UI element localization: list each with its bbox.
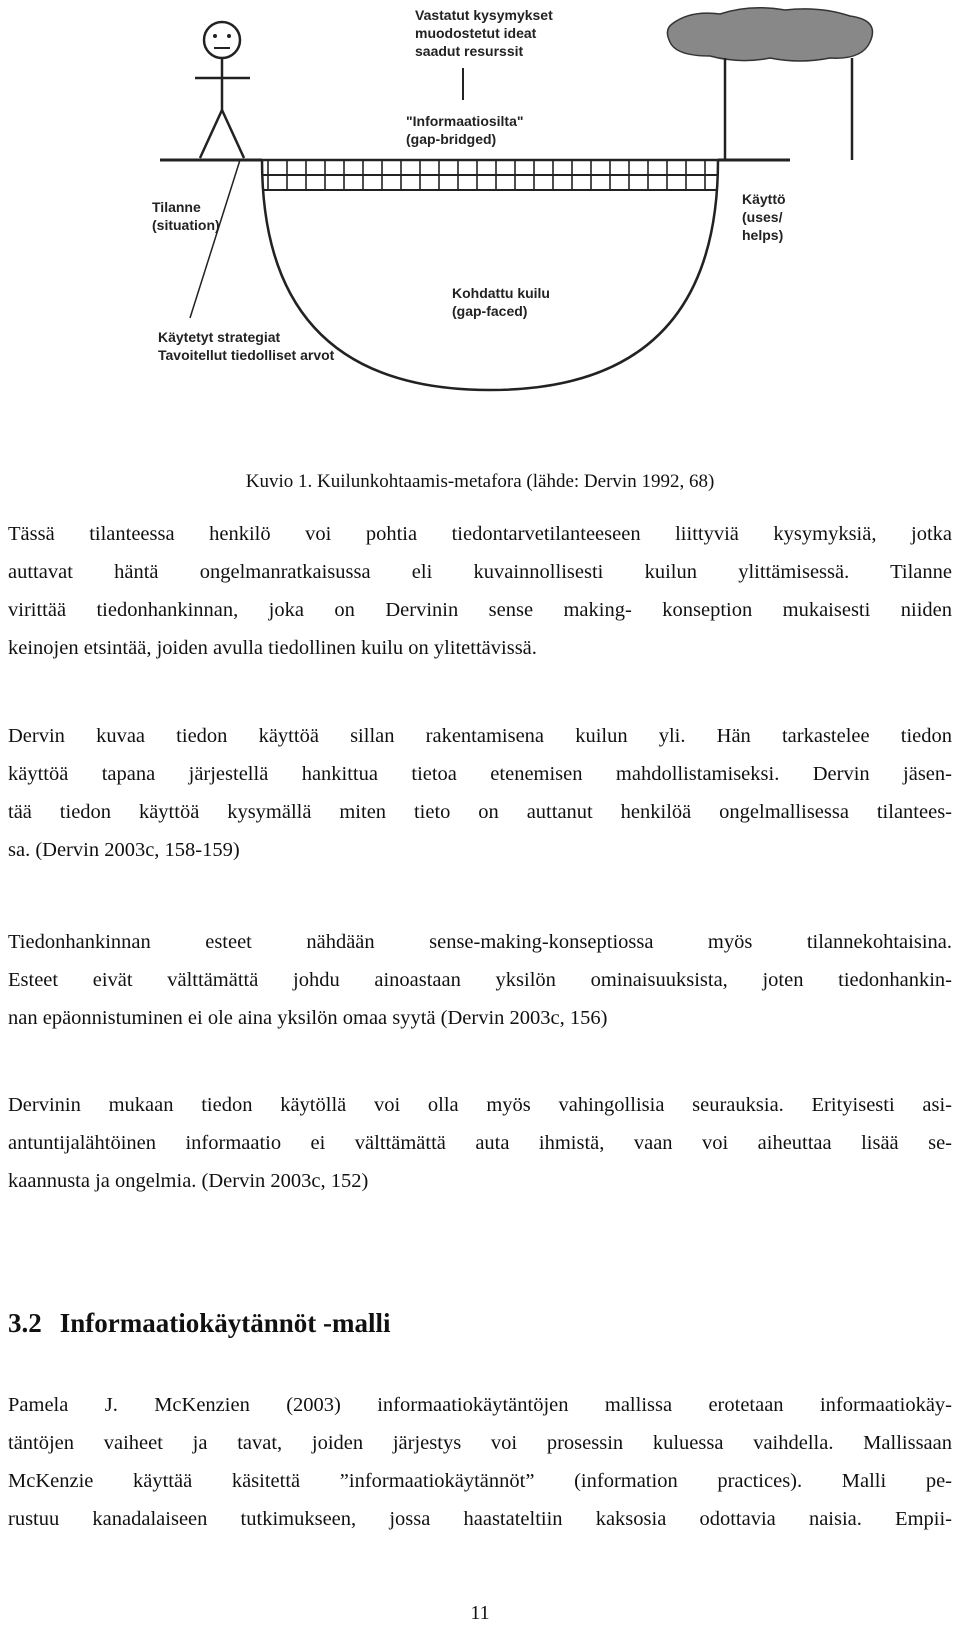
text-line: auttavat häntä ongelmanratkaisussa eli kuvainnollisesti kuilun ylittämisessä. Tilanne <box>8 561 952 583</box>
text-line: virittää tiedonhankinnan, joka on Dervinin sense making- konseption mukaisesti niiden <box>8 599 952 621</box>
label-strategies-1: Käytetyt strategiat <box>158 329 281 345</box>
text-line: kaannusta ja ongelmia. (Dervin 2003c, 152) <box>8 1170 369 1192</box>
label-bridge-1: "Informaatiosilta" <box>406 113 524 129</box>
section-heading <box>8 1308 391 1339</box>
text-line: keinojen etsintää, joiden avulla tiedollinen kuilu on ylitettävissä. <box>8 637 537 659</box>
figure-caption: Kuvio 1. Kuilunkohtaamis-metafora (lähde: Dervin 1992, 68) <box>245 471 715 492</box>
text-line: Tiedonhankinnan esteet nähdään sense-making-konseptiossa myös tilannekohtaisina. <box>8 931 952 953</box>
text-line: Dervinin mukaan tiedon käytöllä voi olla myös vahingollisia seurauksia. Erityisesti asi- <box>8 1094 952 1116</box>
text-line: Tässä tilanteessa henkilö voi pohtia tiedontarvetilanteeseen liittyviä kysymyksiä, jotka <box>8 523 952 545</box>
paragraph-5 <box>8 1386 952 1538</box>
text-line: käyttöä tapana järjestellä hankittua tietoa etenemisen mahdollistamiseksi. Dervin jäsen- <box>8 763 952 785</box>
label-bridge-2: (gap-bridged) <box>406 131 497 147</box>
information-bridge <box>262 160 718 190</box>
text-line: antuntijalähtöinen informaatio ei välttämättä auta ihmistä, vaan voi aiheuttaa lisää se- <box>8 1132 952 1154</box>
text-line: Esteet eivät välttämättä johdu ainoastaan yksilön ominaisuuksista, joten tiedonhankin- <box>8 969 952 991</box>
label-use-3: helps) <box>742 227 784 243</box>
thought-cloud-icon <box>667 8 872 61</box>
text-line: nan epäonnistuminen ei ole aina yksilön omaa syytä (Dervin 2003c, 156) <box>8 1007 608 1029</box>
strategies-pointer-line <box>190 160 240 318</box>
text-line: Pamela J. McKenzien (2003) informaatiokäytäntöjen mallissa erotetaan informaatiokäy- <box>8 1394 952 1416</box>
section-title: Informaatiokäytännöt -malli <box>59 1308 391 1338</box>
label-strategies-2: Tavoitellut tiedolliset arvot <box>158 347 335 363</box>
label-use-2: (uses/ <box>742 209 783 225</box>
text-line: McKenzie käyttää käsitettä ”informaatiokäytännöt” (information practices). Malli pe- <box>8 1470 952 1492</box>
label-use-1: Käyttö <box>742 191 786 207</box>
label-answered-1: Vastatut kysymykset <box>415 7 553 23</box>
label-gap-1: Kohdattu kuilu <box>452 285 550 301</box>
label-situation-1: Tilanne <box>152 199 201 215</box>
label-answered-3: saadut resurssit <box>415 43 524 59</box>
page-number: 11 <box>470 1602 490 1624</box>
label-gap-2: (gap-faced) <box>452 303 528 319</box>
section-number: 3.2 <box>8 1308 42 1338</box>
gap-bridge-diagram <box>0 0 960 400</box>
label-situation-2: (situation) <box>152 217 220 233</box>
person-stick-figure <box>195 22 250 158</box>
text-line: sa. (Dervin 2003c, 158-159) <box>8 839 240 861</box>
paragraph-4 <box>8 1086 952 1200</box>
paragraph-1 <box>8 515 952 667</box>
paragraph-3 <box>8 923 952 1037</box>
figure-gap-bridging-metaphor <box>0 0 960 400</box>
paragraph-2 <box>8 717 952 869</box>
text-line: täntöjen vaiheet ja tavat, joiden järjestys voi prosessin kuluessa vaihdella. Mallissaan <box>8 1432 952 1454</box>
label-answered-2: muodostetut ideat <box>415 25 537 41</box>
text-line: tää tiedon käyttöä kysymällä miten tieto on auttanut henkilöä ongelmallisessa tilantees- <box>8 801 952 823</box>
text-line: Dervin kuvaa tiedon käyttöä sillan rakentamisena kuilun yli. Hän tarkastelee tiedon <box>8 725 952 747</box>
text-line: rustuu kanadalaiseen tutkimukseen, jossa haastateltiin kaksosia odottavia naisia. Empii- <box>8 1508 952 1530</box>
